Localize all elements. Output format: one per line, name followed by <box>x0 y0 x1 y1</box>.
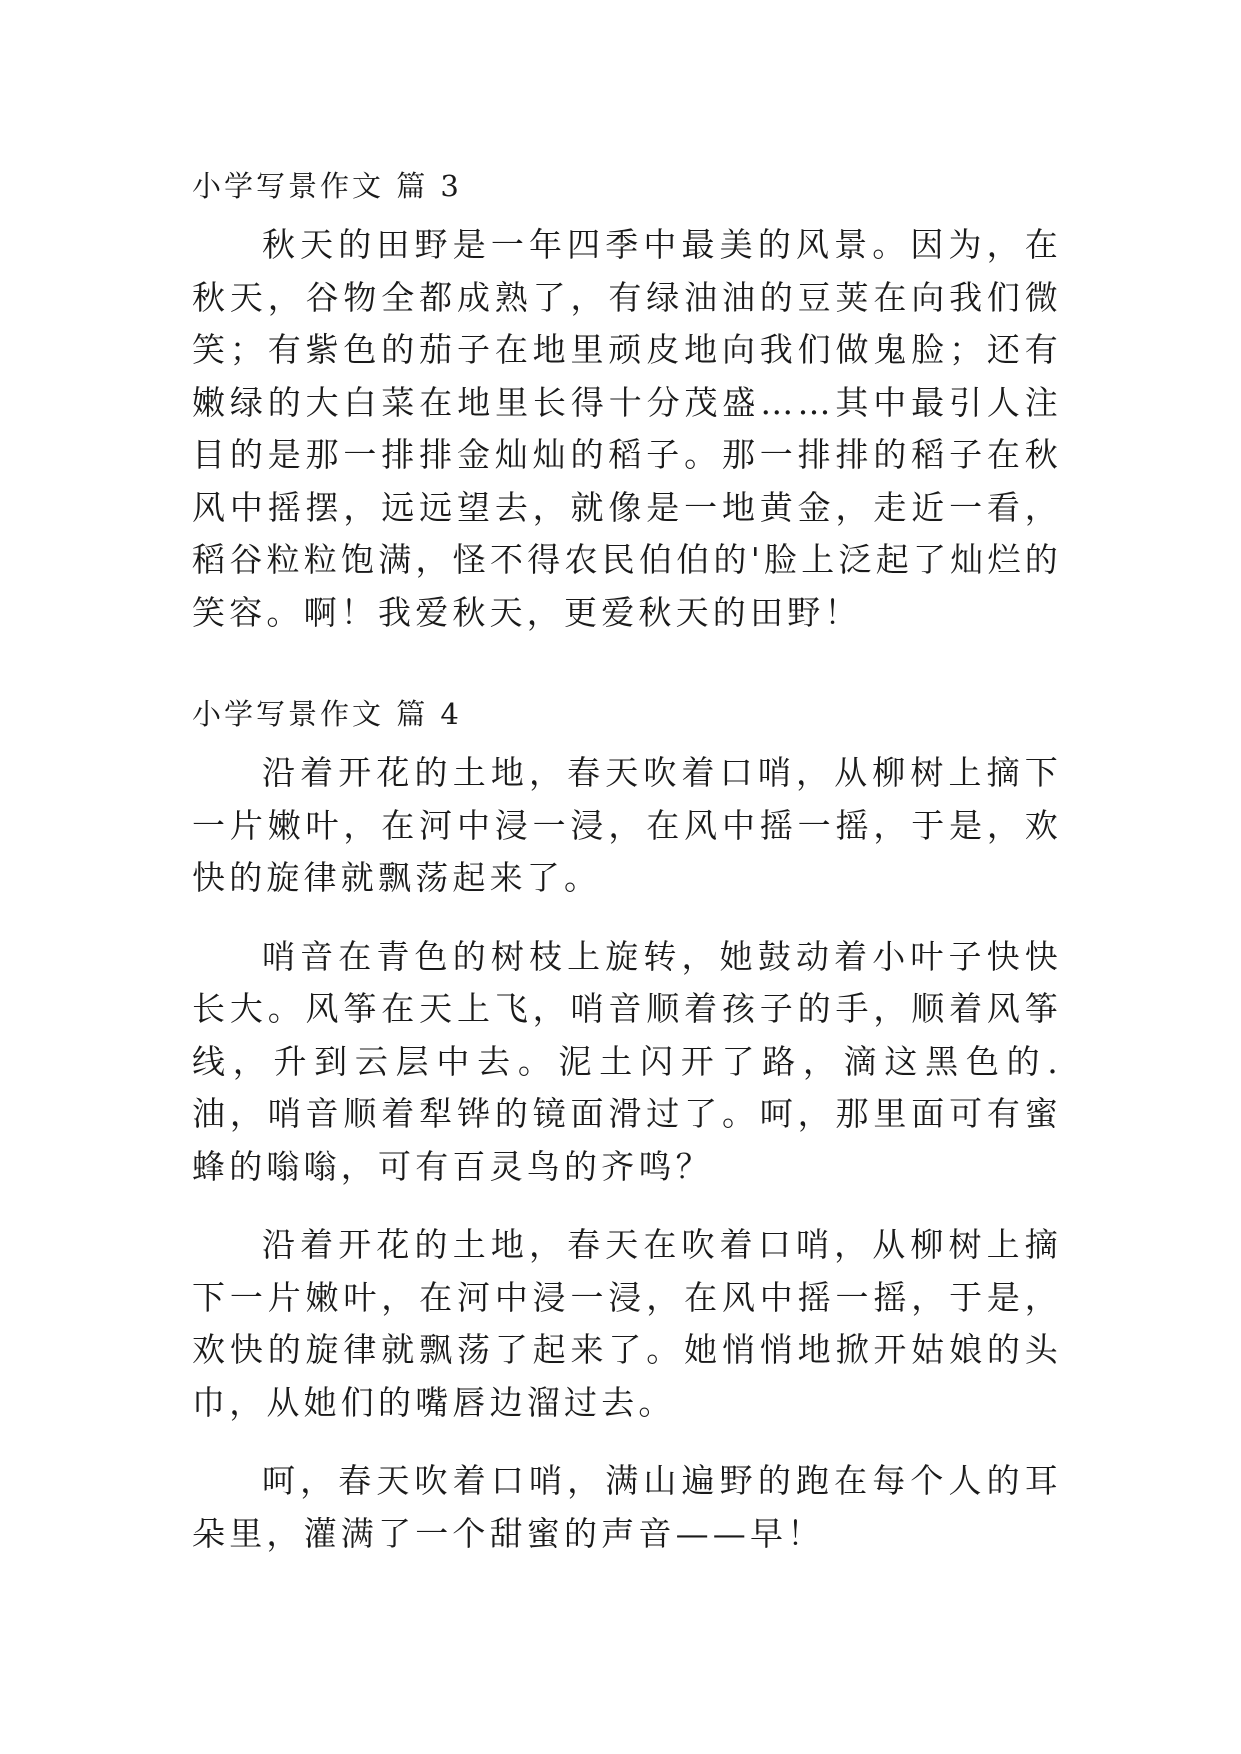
section-body <box>192 219 1062 639</box>
section-title: 小学写景作文 篇 4 <box>192 697 462 731</box>
paragraph: 秋天的田野是一年四季中最美的风景。因为，在秋天，谷物全都成熟了，有绿油油的豆荚在向我们微笑；有紫色的茄子在地里顽皮地向我们做鬼脸；还有嫩绿的大白菜在地里长得十分茂盛……其中最引人注目的是那一排排金灿灿的稻子。那一排排的稻子在秋风中摇摆，远远望去，就像是一地黄金，走近一看，稻谷粒粒饱满，怪不得农民伯伯的'脸上泛起了灿烂的笑容。啊！我爱秋天，更爱秋天的田野！ <box>192 225 1062 632</box>
paragraph: 沿着开花的土地，春天在吹着口哨，从柳树上摘下一片嫩叶，在河中浸一浸，在风中摇一摇，于是，欢快的旋律就飘荡了起来了。她悄悄地掀开姑娘的头巾，从她们的嘴唇边溜过去。 <box>192 1225 1062 1422</box>
section-body <box>192 747 1062 1560</box>
paragraph: 沿着开花的土地，春天吹着口哨，从柳树上摘下一片嫩叶，在河中浸一浸，在风中摇一摇，于是，欢快的旋律就飘荡起来了。 <box>192 753 1062 897</box>
section-title: 小学写景作文 篇 3 <box>192 169 462 203</box>
paragraph: 呵，春天吹着口哨，满山遍野的跑在每个人的耳朵里，灌满了一个甜蜜的声音——早！ <box>192 1461 1062 1553</box>
paragraph: 哨音在青色的树枝上旋转，她鼓动着小叶子快快长大。风筝在天上飞，哨音顺着孩子的手，顺着风筝线，升到云层中去。泥土闪开了路，滴这黑色的.油，哨音顺着犁铧的镜面滑过了。呵，那里面可有蜜蜂的嗡嗡，可有百灵鸟的齐鸣？ <box>192 936 1062 1186</box>
